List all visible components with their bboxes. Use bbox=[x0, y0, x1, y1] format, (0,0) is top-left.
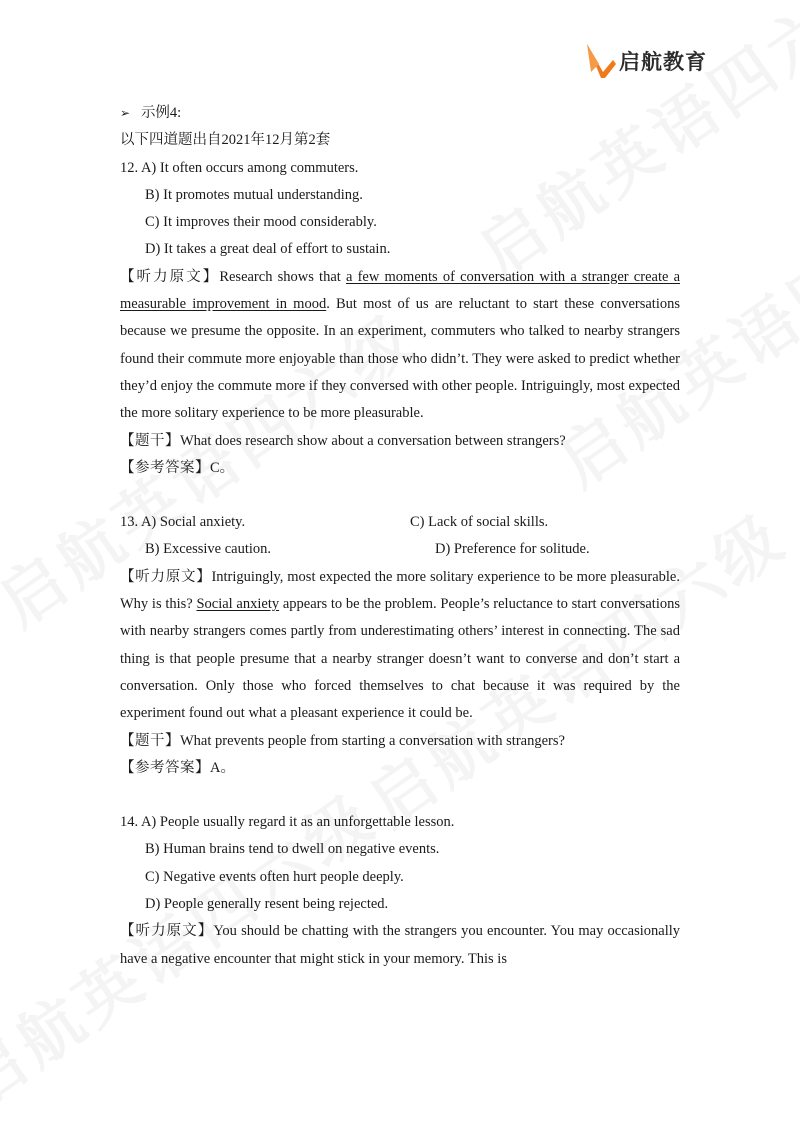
q12-transcript-post: . But most of us are reluctant to start these conversations because we presume the opposite. In an experiment, commuters who talked to nearby strangers found their commute more enjoyable than those who didn’t. They were asked to predict whether they’d enjoy the commute more if they conversed with other people. Intriguingly, most expected the more solitary experience to be more pleasurable. bbox=[120, 296, 680, 422]
q12-question-text: What does research show about a conversation between strangers? bbox=[180, 432, 566, 449]
q13-options-row-1 bbox=[120, 509, 680, 536]
brand-logo bbox=[583, 42, 707, 80]
q14-option-b: B) Human brains tend to dwell on negative events. bbox=[145, 841, 440, 858]
q13-transcript-pre: Intriguingly, most expected the more solitary experience to be more pleasurable. Why is this? bbox=[120, 568, 680, 613]
q13-option-d: D) Preference for solitude. bbox=[435, 541, 590, 558]
q13-option-c: C) Lack of social skills. bbox=[410, 514, 549, 531]
q13-option-b: B) Excessive caution. bbox=[145, 541, 272, 558]
q13-answer bbox=[120, 755, 680, 782]
q12-option-d: D) It takes a great deal of effort to sustain. bbox=[145, 241, 391, 258]
q13-answer-text: A。 bbox=[210, 759, 235, 776]
answer-label: 【参考答案】 bbox=[120, 759, 210, 776]
q13-transcript-post: appears to be the problem. People’s reluctance to start conversations with nearby strangers comes partly from underestimating others’ interest in connecting. The sad thing is that people presume that a nearby stranger doesn’t want to converse and don’t start a conversation. Only those who forced themselves to chat because it was required by the experiment found out what a pleasant experience it could be. bbox=[120, 596, 681, 722]
question-label: 【题干】 bbox=[120, 432, 180, 449]
q12-transcript-pre: Research shows that bbox=[219, 268, 346, 285]
example-heading bbox=[120, 100, 680, 127]
example-label: 示例4: bbox=[140, 105, 182, 121]
document-body bbox=[120, 100, 680, 973]
q12-question bbox=[120, 428, 680, 455]
q12-option-b: B) It promotes mutual understanding. bbox=[145, 186, 363, 203]
brand-name: 启航教育 bbox=[619, 50, 707, 74]
q12-transcript bbox=[120, 264, 680, 428]
q12-answer bbox=[120, 455, 680, 482]
listening-label: 【听力原文】 bbox=[120, 923, 214, 940]
q13-question bbox=[120, 728, 680, 755]
q13-option-a: 13. A) Social anxiety. bbox=[120, 514, 246, 531]
listening-label: 【听力原文】 bbox=[120, 268, 220, 285]
q12-option-c: C) It improves their mood considerably. bbox=[145, 214, 377, 231]
q13-transcript bbox=[120, 564, 680, 728]
q13-question-text: What prevents people from starting a conversation with strangers? bbox=[180, 732, 565, 749]
q14-transcript bbox=[120, 918, 680, 973]
question-label: 【题干】 bbox=[120, 732, 180, 749]
q12-answer-text: C。 bbox=[210, 459, 235, 476]
q14-option-d: D) People generally resent being rejected. bbox=[145, 896, 389, 913]
brand-arrow-icon bbox=[583, 42, 617, 80]
q13-transcript-underline: Social anxiety bbox=[196, 596, 280, 613]
answer-label: 【参考答案】 bbox=[120, 459, 210, 476]
q14-transcript-text: You should be chatting with the strangers you encounter. You may occasionally have a negative encounter that might stick in your memory. This is bbox=[120, 923, 681, 967]
listening-label: 【听力原文】 bbox=[120, 568, 212, 585]
q13-options-row-2 bbox=[120, 536, 680, 563]
bullet-arrow-icon: ➢ bbox=[120, 106, 131, 120]
q14-option-c: C) Negative events often hurt people deeply. bbox=[145, 868, 404, 885]
q14-option-a: 14. A) People usually regard it as an unforgettable lesson. bbox=[120, 814, 455, 831]
q12-transcript-underline: a few moments of conversation with a stranger create a measurable improvement in mood bbox=[120, 268, 681, 313]
q12-option-a: 12. A) It often occurs among commuters. bbox=[120, 159, 359, 176]
source-note: 以下四道题出自2021年12月第2套 bbox=[120, 132, 331, 149]
